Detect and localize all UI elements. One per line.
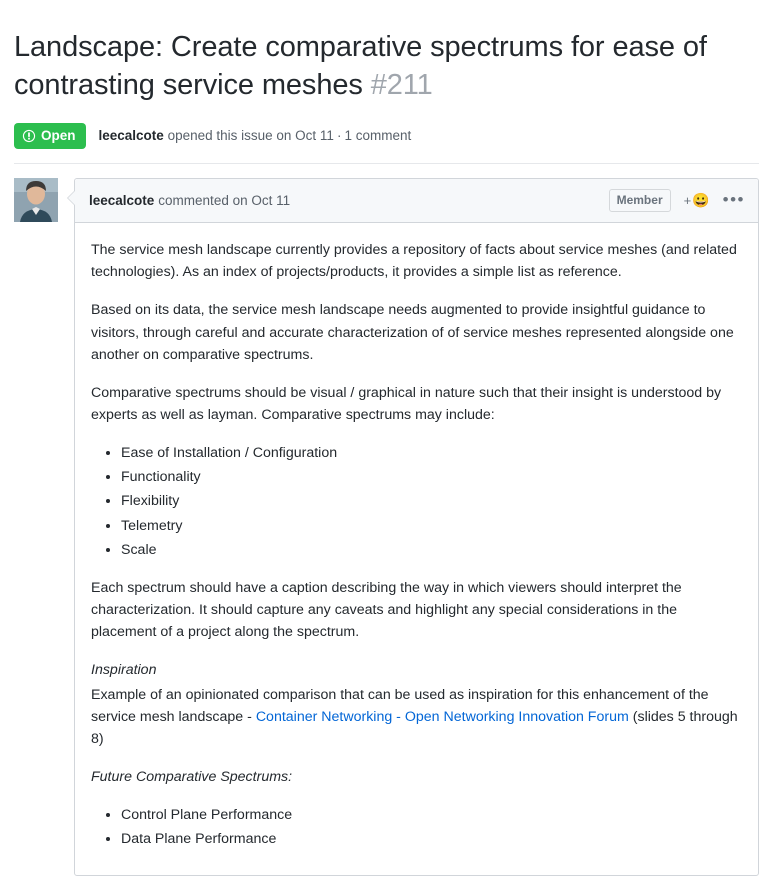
- spectrum-list: [91, 442, 742, 561]
- inspiration-text-pre: Example of an opinionated comparison that can be used as inspiration for this enhancement of the service mesh landscape -: [91, 686, 709, 725]
- inspiration-text-post: (slides 5 through 8): [91, 708, 738, 747]
- list-item: • Control Plane Performance: [121, 804, 742, 826]
- issue-opened-icon: [22, 129, 36, 143]
- comment-timestamp[interactable]: commented on Oct 11: [158, 193, 291, 209]
- issue-meta-row: [14, 123, 759, 164]
- kebab-menu-icon[interactable]: •••: [722, 190, 745, 210]
- status-badge-label: Open: [41, 128, 76, 144]
- issue-page: [0, 19, 773, 848]
- list-item: • Telemetry: [121, 515, 742, 537]
- avatar[interactable]: [14, 178, 58, 222]
- comment-body: [75, 223, 758, 874]
- inspiration-link[interactable]: Container Networking - Open Networking Innovation Forum: [255, 708, 629, 725]
- comment-paragraph-4: Each spectrum should have a caption describing the way in which viewers should interpret the characterization. It should capture any caveats and highlight any special considerations in the placement of a project along the spectrum.: [91, 579, 682, 641]
- member-badge: Member: [609, 189, 671, 211]
- list-item: • Scale: [121, 539, 742, 561]
- list-item: • Ease of Installation / Configuration: [121, 442, 742, 464]
- comment-author-link[interactable]: leecalcote: [89, 193, 155, 209]
- list-item: • Flexibility: [121, 490, 742, 512]
- future-spectrums-heading-text: Future Comparative Spectrums:: [91, 769, 293, 786]
- comment-header: [75, 179, 758, 223]
- reaction-plus-label: +: [683, 193, 692, 209]
- add-reaction-button[interactable]: [684, 192, 710, 209]
- issue-meta-action: opened this issue on Oct 11: [167, 127, 334, 143]
- issue-title-text: Landscape: Create comparative spectrums for ease of contrasting service meshes: [14, 31, 707, 101]
- issue-comment-count: 1 comment: [344, 127, 412, 143]
- issue-author-link[interactable]: leecalcote: [98, 127, 164, 143]
- list-item: • Functionality: [121, 466, 742, 488]
- future-spectrums-heading: [91, 766, 742, 788]
- meta-separator: ·: [336, 127, 342, 143]
- comment-paragraph-3: Comparative spectrums should be visual / graphical in nature such that their insight is understood by experts as well as layman. Comparative spectrums may include:: [91, 384, 722, 423]
- inspiration-heading: [91, 659, 742, 681]
- comment-thread: [14, 178, 759, 875]
- issue-meta-text: [99, 127, 412, 146]
- inspiration-paragraph: [91, 684, 742, 750]
- issue-number: #211: [370, 68, 433, 101]
- future-spectrum-list: [91, 804, 742, 850]
- list-item: • Data Plane Performance: [121, 828, 742, 850]
- comment-paragraph-1: The service mesh landscape currently provides a repository of facts about service meshes (and related technologies). As an index of projects/products, it provides a simple list as reference.: [91, 242, 737, 281]
- status-badge[interactable]: [14, 123, 86, 149]
- page-title: [14, 19, 759, 103]
- comment-paragraph-2: Based on its data, the service mesh landscape needs augmented to provide insightful guidance to visitors, through careful and accurate characterization of of service meshes represented alongside one another on comparative spectrums.: [91, 302, 734, 363]
- comment-box: [74, 178, 759, 875]
- smiley-icon: 😀: [692, 192, 710, 209]
- inspiration-heading-text: Inspiration: [91, 662, 157, 679]
